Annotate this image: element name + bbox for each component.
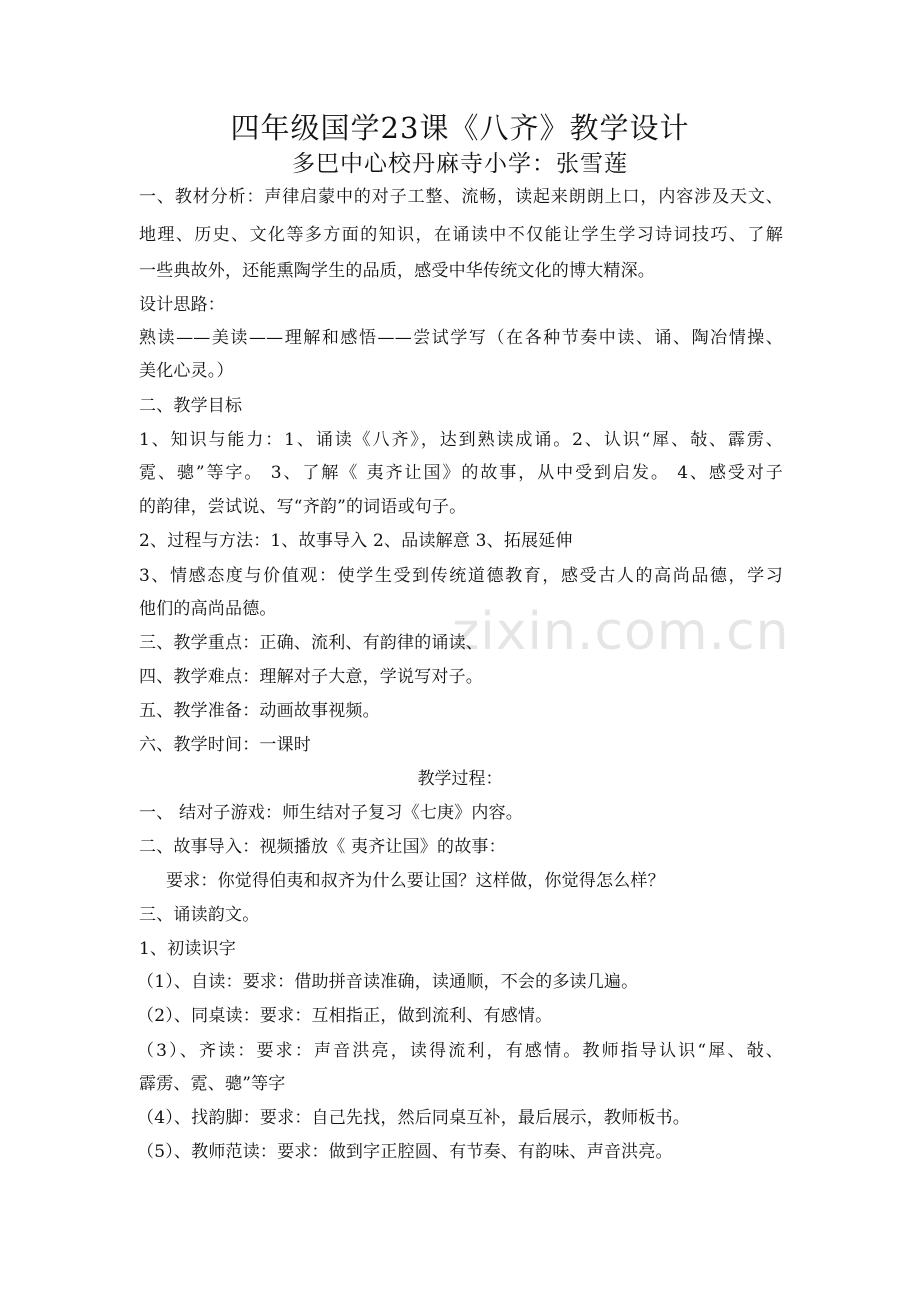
watermark: zixin.com.cn xyxy=(452,602,790,662)
paragraph-line: 熟读——美读——理解和感悟——尝试学写（在各种节奏中读、诵、陶冶情操、 xyxy=(139,328,783,348)
process-line: （2）、同桌读：要求：互相指正，做到流利、有感情。 xyxy=(137,1006,553,1026)
section-label: 设计思路： xyxy=(139,295,225,315)
paragraph-line: 2、过程与方法：1、故事导入 2、品读解意 3、拓展延伸 xyxy=(139,531,573,551)
process-line: 三、诵读韵文。 xyxy=(139,905,260,925)
paragraph-line: 霓、骢”等字。 3、了解《 夷齐让国》的故事，从中受到启发。 4、感受对子 xyxy=(139,463,783,483)
paragraph-line: 三、教学重点：正确、流利、有韵律的诵读、 xyxy=(139,633,483,653)
paragraph-line: 的韵律，尝试说、写“齐韵”的词语或句子。 xyxy=(139,497,467,517)
document-author: 多巴中心校丹麻寺小学：张雪莲 xyxy=(292,151,628,177)
section-heading: 二、教学目标 xyxy=(139,396,243,416)
paragraph-line: 一些典故外，还能熏陶学生的品质，感受中华传统文化的博大精深。 xyxy=(139,261,655,281)
process-line: 二、故事导入：视频播放《 夷齐让国》的故事： xyxy=(139,837,506,857)
paragraph-line: 五、教学准备：动画故事视频。 xyxy=(139,701,380,721)
process-line: （3）、齐读：要求：声音洪亮，读得流利，有感情。教师指导认识“犀、敧、 xyxy=(137,1041,783,1061)
paragraph-line: 地理、历史、文化等多方面的知识，在诵读中不仅能让学生学习诗词技巧、了解 xyxy=(139,225,783,245)
process-line: （5）、教师范读：要求：做到字正腔圆、有节奏、有韵味、声音洪亮。 xyxy=(137,1142,673,1162)
process-line: 要求：你觉得伯夷和叔齐为什么要让国？这样做，你觉得怎么样？ xyxy=(166,871,665,891)
paragraph-line: 四、教学难点：理解对子大意，学说写对子。 xyxy=(139,667,483,687)
paragraph-line: 他们的高尚品德。 xyxy=(139,599,277,619)
process-line: 一、 结对子游戏：师生结对子复习《七庚》内容。 xyxy=(139,803,524,823)
process-line: 1、初读识字 xyxy=(139,939,237,959)
process-line: （4）、找韵脚：要求：自己先找，然后同桌互补，最后展示，教师板书。 xyxy=(137,1108,690,1128)
paragraph-line: 六、教学时间：一课时 xyxy=(139,735,311,755)
paragraph-line: 一、教材分析：声律启蒙中的对子工整、流畅，读起来朗朗上口，内容涉及天文、 xyxy=(139,187,783,207)
document-title: 四年级国学23课《八齐》教学设计 xyxy=(230,111,690,145)
process-heading: 教学过程： xyxy=(417,769,503,789)
process-line: 霹雳、霓、骢”等字 xyxy=(139,1074,286,1094)
paragraph-line: 3、情感态度与价值观：使学生受到传统道德教育，感受古人的高尚品德，学习 xyxy=(139,566,783,586)
process-line: （1）、自读：要求：借助拼音读准确，读通顺，不会的多读几遍。 xyxy=(137,972,639,992)
paragraph-line: 1、知识与能力：1、诵读《八齐》，达到熟读成诵。2、认识“犀、敧、霹雳、 xyxy=(139,430,783,450)
paragraph-line: 美化心灵。） xyxy=(139,361,234,381)
